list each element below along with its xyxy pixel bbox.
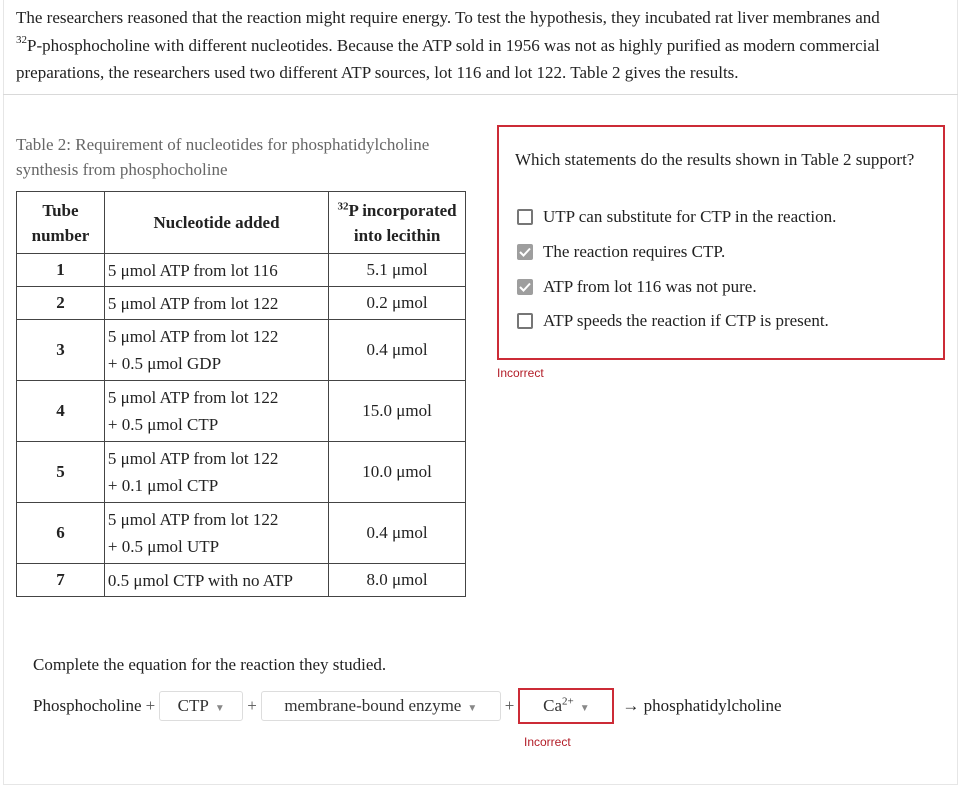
- intro-line-3: preparations, the researchers used two different ATP sources, lot 116 and lot 122. Table 2 gives the results.: [16, 63, 739, 82]
- cofactor-symbol: Ca: [543, 696, 563, 715]
- cofactor-charge: 2+: [562, 695, 574, 708]
- table-header-row: [17, 192, 466, 254]
- table-row: [17, 287, 466, 320]
- cell-value: 10.0 μmol: [329, 442, 466, 503]
- question-box: [497, 125, 945, 360]
- equation-row: [33, 690, 782, 722]
- cell-tube: 3: [17, 320, 105, 381]
- intro-line-2: [16, 32, 946, 60]
- cell-nucleotide-line1: 0.5 μmol CTP with no ATP: [107, 570, 293, 590]
- checkbox-unchecked[interactable]: [517, 313, 533, 329]
- cell-value: 5.1 μmol: [329, 254, 466, 287]
- option-lot116-not-pure[interactable]: [517, 276, 757, 298]
- table-row: [17, 254, 466, 287]
- option-label: The reaction requires CTP.: [543, 242, 726, 261]
- cell-nucleotide-line2: + 0.1 μmol CTP: [107, 476, 219, 495]
- equation-prompt: Complete the equation for the reaction they studied.: [33, 655, 387, 674]
- cell-nucleotide-line1: 5 μmol ATP from lot 122: [107, 449, 279, 468]
- table-row: [17, 442, 466, 503]
- equation-lead: Phosphocholine: [33, 696, 142, 715]
- checkbox-checked[interactable]: [517, 244, 533, 260]
- cell-nucleotide: [104, 320, 328, 381]
- cell-value: 0.4 μmol: [329, 503, 466, 564]
- divider: [3, 94, 958, 95]
- cell-value: 15.0 μmol: [329, 381, 466, 442]
- option-utp-substitute[interactable]: [517, 206, 836, 228]
- cell-tube: 7: [17, 564, 105, 597]
- checkbox-checked[interactable]: [517, 279, 533, 295]
- cell-value: 0.2 μmol: [329, 287, 466, 320]
- table-row: [17, 564, 466, 597]
- cell-nucleotide-line2: + 0.5 μmol CTP: [107, 415, 219, 434]
- option-label: ATP speeds the reaction if CTP is present.: [543, 311, 829, 330]
- chevron-down-icon: ▼: [467, 702, 478, 714]
- results-table: [16, 191, 466, 597]
- cell-nucleotide: [104, 254, 328, 287]
- cell-nucleotide: [104, 287, 328, 320]
- equation-feedback: Incorrect: [524, 735, 571, 749]
- header-tube: Tube number: [17, 192, 105, 254]
- isotope-superscript: 32: [16, 33, 27, 46]
- plus-sign: +: [145, 696, 156, 715]
- cell-nucleotide-line1: 5 μmol ATP from lot 122: [107, 510, 279, 529]
- table-row: [17, 320, 466, 381]
- table-row: [17, 381, 466, 442]
- header-nucleotide: Nucleotide added: [104, 192, 328, 254]
- select-nucleotide-value: CTP: [177, 696, 209, 715]
- table-caption: Table 2: Requirement of nucleotides for phosphatidylcholine synthesis from phosphocholine: [16, 135, 430, 179]
- header-isotope-superscript: 32: [337, 199, 349, 212]
- header-incorporated: [329, 192, 466, 254]
- cell-nucleotide-line2: + 0.5 μmol GDP: [107, 354, 222, 373]
- intro-line-1: The researchers reasoned that the reaction might require energy. To test the hypothesis, they incubated rat liver membranes and: [16, 8, 880, 27]
- cell-nucleotide-line1: 5 μmol ATP from lot 122: [107, 388, 279, 407]
- equation-product: → phosphatidylcholine: [622, 696, 782, 715]
- header-incorporated-text: P incorporated into lecithin: [348, 200, 457, 245]
- cell-value: 0.4 μmol: [329, 320, 466, 381]
- intro-line-2-text: P-phosphocholine with different nucleotides. Because the ATP sold in 1956 was not as highly purified as modern commercial: [27, 35, 880, 55]
- select-cofactor[interactable]: [518, 688, 614, 724]
- cell-tube: 6: [17, 503, 105, 564]
- cell-nucleotide-line1: 5 μmol ATP from lot 116: [107, 260, 278, 280]
- cell-nucleotide-line1: 5 μmol ATP from lot 122: [107, 293, 279, 313]
- cell-nucleotide: [104, 442, 328, 503]
- option-atp-speeds[interactable]: [517, 310, 829, 332]
- cell-tube: 2: [17, 287, 105, 320]
- option-label: ATP from lot 116 was not pure.: [543, 277, 757, 296]
- checkbox-unchecked[interactable]: [517, 209, 533, 225]
- cell-nucleotide: [104, 564, 328, 597]
- table-row: [17, 503, 466, 564]
- select-nucleotide[interactable]: [159, 691, 243, 721]
- cell-tube: 4: [17, 381, 105, 442]
- chevron-down-icon: ▼: [579, 702, 590, 714]
- intro-paragraph: [16, 4, 946, 87]
- cell-nucleotide: [104, 381, 328, 442]
- plus-sign: +: [247, 696, 257, 715]
- cell-tube: 1: [17, 254, 105, 287]
- cell-tube: 5: [17, 442, 105, 503]
- select-cofactor-value: [543, 696, 574, 716]
- cell-nucleotide-line2: + 0.5 μmol UTP: [107, 537, 220, 556]
- cell-value: 8.0 μmol: [329, 564, 466, 597]
- question-feedback: Incorrect: [497, 366, 544, 380]
- plus-sign: +: [504, 696, 515, 715]
- cell-nucleotide-line1: 5 μmol ATP from lot 122: [107, 327, 279, 346]
- option-label: UTP can substitute for CTP in the reaction.: [543, 207, 837, 226]
- cell-nucleotide: [104, 503, 328, 564]
- option-requires-ctp[interactable]: [517, 241, 725, 263]
- question-text: Which statements do the results shown in Table 2 support?: [515, 150, 915, 169]
- select-enzyme-value: membrane-bound enzyme: [284, 696, 462, 715]
- chevron-down-icon: ▼: [214, 702, 225, 714]
- select-enzyme[interactable]: [261, 691, 501, 721]
